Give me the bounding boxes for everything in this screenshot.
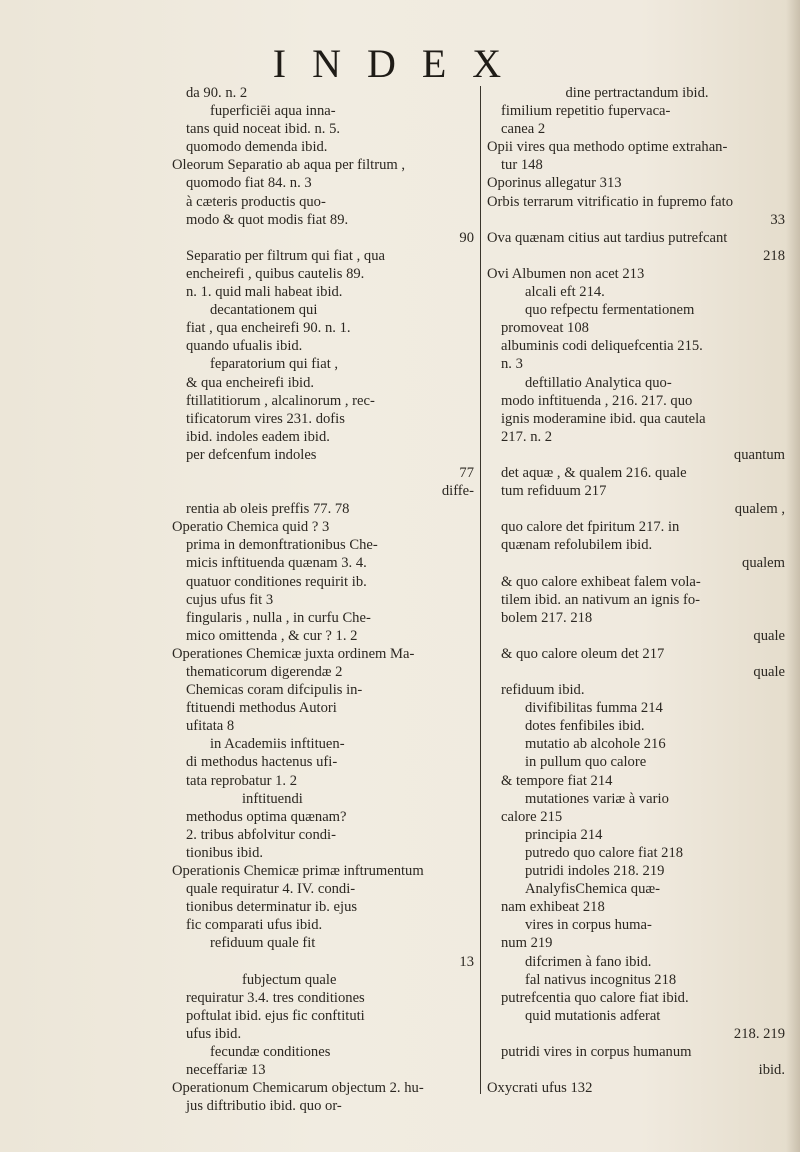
index-entry-line: quantum	[733, 446, 785, 463]
index-entry-line: alcali eft 214.	[525, 284, 605, 301]
index-entry-line: fingularis , nulla , in curfu Che-	[186, 609, 371, 626]
index-entry-line: dotes fenfibiles ibid.	[525, 718, 645, 735]
index-entry-line: Separatio per filtrum qui fiat , qua	[186, 247, 385, 264]
index-entry-line: da 90. n. 2	[186, 85, 248, 101]
index-entry-line: Orbis terrarum vitrificatio in fupremo fato	[487, 193, 733, 210]
index-entry-line: dine pertractandum ibid.	[565, 85, 709, 101]
index-entry-line: ibid.	[758, 1062, 785, 1079]
index-entry-line: quando ufualis ibid.	[186, 338, 303, 355]
index-entry-line: mico omittenda , & cur ? 1. 2	[186, 627, 358, 644]
index-entry-line: rentia ab oleis preffis 77. 78	[186, 501, 350, 518]
index-entry-line: per defcenfum indoles	[186, 446, 317, 463]
index-entry-line: modo & quot modis fiat 89.	[186, 211, 349, 228]
index-entry-line: principia 214	[525, 826, 603, 843]
index-entry-line: in pullum quo calore	[525, 754, 647, 771]
page-edge-shadow	[786, 0, 800, 1152]
index-entry-line: nam exhibeat 218	[501, 899, 605, 916]
index-entry-line: fimilium repetitio fupervaca-	[501, 103, 671, 120]
index-entry-line: Operatio Chemica quid ? 3	[172, 519, 330, 536]
index-entry-line: tionibus determinatur ib. ejus	[186, 899, 358, 916]
index-entry-line: micis inftituenda quænam 3. 4.	[186, 555, 367, 572]
index-entry-line: 217. n. 2	[501, 428, 553, 445]
index-entry-line: quo refpectu fermentationem	[525, 302, 695, 319]
index-entry-line: 77	[459, 464, 474, 481]
index-entry-line: 90	[459, 229, 474, 246]
index-entry-line: ufitata 8	[186, 718, 235, 735]
index-entry-line: ignis moderamine ibid. qua cautela	[501, 410, 706, 427]
index-entry-line: di methodus hactenus ufi-	[186, 754, 338, 771]
index-entry-line: fic comparati ufus ibid.	[186, 917, 323, 934]
index-entry-line: 33	[770, 211, 785, 228]
index-entry-line: divifibilitas fumma 214	[525, 700, 663, 717]
index-entry-line: requiratur 3.4. tres conditiones	[186, 989, 365, 1006]
index-entry-line: & quo calore exhibeat falem vola-	[501, 573, 701, 590]
index-entry-line: Oxycrati ufus 132	[487, 1080, 593, 1097]
index-entry-line: tans quid noceat ibid. n. 5.	[186, 121, 341, 138]
index-entry-line: poftulat ibid. ejus fic conftituti	[186, 1007, 365, 1024]
index-entry-line: Ovi Albumen non acet 213	[487, 265, 645, 282]
index-entry-line: modo inftituenda , 216. 217. quo	[501, 392, 693, 409]
index-entry-line: thematicorum digerendæ 2	[186, 664, 343, 680]
index-entry-line: 13	[459, 953, 474, 970]
index-entry-line: quo calore det fpiritum 217. in	[501, 519, 680, 536]
index-entry-line: ftillatitiorum , alcalinorum , rec-	[186, 392, 375, 409]
index-entry-line: putridi indoles 218. 219	[525, 863, 665, 880]
index-entry-line: fiat , qua encheirefi 90. n. 1.	[186, 320, 351, 337]
index-entry-line: Opii vires qua methodo optime extrahan-	[487, 139, 728, 156]
index-entry-line: quænam refolubilem ibid.	[501, 537, 653, 554]
index-entry-line: putrefcentia quo calore fiat ibid.	[501, 989, 689, 1006]
index-entry-line: & quo calore oleum det 217	[501, 645, 665, 662]
index-entry-line: tata reprobatur 1. 2	[186, 772, 298, 789]
page-header: INDEX	[272, 41, 528, 86]
index-entry-line: putredo quo calore fiat 218	[525, 844, 684, 861]
index-entry-line: quale requiratur 4. IV. condi-	[186, 881, 356, 898]
index-entry-line: putridi vires in corpus humanum	[501, 1043, 692, 1060]
index-entry-line: cujus ufus fit 3	[186, 591, 274, 608]
index-entry-line: n. 1. quid mali habeat ibid.	[186, 284, 343, 301]
index-entry-line: Operationis Chemicæ primæ inftrumentum	[172, 863, 424, 880]
index-entry-line: tionibus ibid.	[186, 844, 264, 861]
index-entry-line: quomodo demenda ibid.	[186, 139, 328, 156]
index-entry-line: methodus optima quænam?	[186, 808, 347, 825]
index-entry-line: Oleorum Separatio ab aqua per filtrum ,	[172, 157, 406, 174]
index-entry-line: canea 2	[501, 121, 546, 138]
index-entry-line: mutationes variæ à vario	[525, 790, 669, 807]
index-entry-line: deftillatio Analytica quo-	[525, 374, 672, 391]
index-entry-line: 2. tribus abfolvitur condi-	[186, 826, 336, 843]
index-entry-line: neceffariæ 13	[186, 1062, 266, 1079]
index-entry-line: AnalyfisChemica quæ-	[525, 881, 660, 898]
index-entry-line: qualem	[742, 555, 785, 572]
index-entry-line: diffe-	[441, 483, 474, 500]
index-entry-line: prima in demonftrationibus Che-	[186, 537, 378, 554]
index-entry-line: mutatio ab alcohole 216	[525, 736, 666, 753]
index-entry-line: quomodo fiat 84. n. 3	[186, 175, 312, 192]
index-entry-line: fuperficiēi aqua inna-	[210, 103, 336, 120]
index-entry-line: ibid. indoles eadem ibid.	[186, 428, 330, 445]
index-entry-line: Chemicas coram difcipulis in-	[186, 682, 363, 699]
index-entry-line: feparatorium qui fiat ,	[210, 356, 339, 373]
index-column-right	[487, 84, 787, 1097]
index-entry-line: n. 3	[501, 356, 523, 373]
index-entry-line: à cæteris productis quo-	[186, 193, 326, 210]
index-entry-line: qualem ,	[734, 501, 785, 518]
index-entry-line: Oporinus allegatur 313	[487, 175, 622, 192]
index-entry-line: bolem 217. 218	[501, 609, 593, 626]
index-entry-line: tilem ibid. an nativum an ignis fo-	[501, 591, 701, 608]
index-entry-line: vires in corpus huma-	[525, 917, 652, 934]
index-entry-line: inftituendi	[242, 790, 303, 807]
index-entry-line: Operationum Chemicarum objectum 2. hu-	[172, 1080, 424, 1097]
index-entry-line: quid mutationis adferat	[525, 1007, 661, 1024]
index-entry-line: jus diftributio ibid. quo or-	[186, 1098, 342, 1115]
column-divider	[480, 86, 481, 1094]
index-entry-line: quale	[753, 627, 785, 644]
index-entry-line: Ova quænam citius aut tardius putrefcant	[487, 229, 728, 246]
index-entry-line: ftituendi methodus Autori	[186, 700, 337, 717]
index-entry-line: tur 148	[501, 157, 543, 174]
index-entry-line: difcrimen à fano ibid.	[525, 953, 652, 970]
index-entry-line: encheirefi , quibus cautelis 89.	[186, 265, 365, 282]
index-entry-line: & tempore fiat 214	[501, 772, 613, 789]
index-entry-line: 218. 219	[733, 1025, 785, 1042]
index-entry-line: quatuor conditiones requirit ib.	[186, 573, 367, 590]
index-entry-line: promoveat 108	[501, 320, 589, 337]
index-entry-line: quale	[753, 664, 785, 680]
index-entry-line: in Academiis inftituen-	[210, 736, 345, 753]
index-entry-line: calore 215	[501, 808, 563, 825]
index-entry-line: tificatorum vires 231. dofis	[186, 410, 345, 427]
index-entry-line: albuminis codi deliquefcentia 215.	[501, 338, 703, 355]
index-entry-line: fecundæ conditiones	[210, 1043, 331, 1060]
index-entry-line: Operationes Chemicæ juxta ordinem Ma-	[172, 645, 415, 662]
index-entry-line: fal nativus incognitus 218	[525, 971, 677, 988]
index-entry-line: refiduum ibid.	[501, 682, 585, 699]
index-column-left	[172, 84, 476, 1115]
index-entry-line: decantationem qui	[210, 302, 318, 319]
index-entry-line: tum refiduum 217	[501, 483, 607, 500]
index-entry-line: num 219	[501, 935, 553, 952]
index-entry-line: & qua encheirefi ibid.	[186, 374, 315, 391]
index-entry-line: 218	[763, 247, 785, 264]
index-entry-line: ufus ibid.	[186, 1025, 242, 1042]
index-entry-line: fubjectum quale	[242, 971, 337, 988]
index-entry-line: refiduum quale fit	[210, 935, 316, 952]
index-entry-line: det aquæ , & qualem 216. quale	[501, 464, 687, 481]
